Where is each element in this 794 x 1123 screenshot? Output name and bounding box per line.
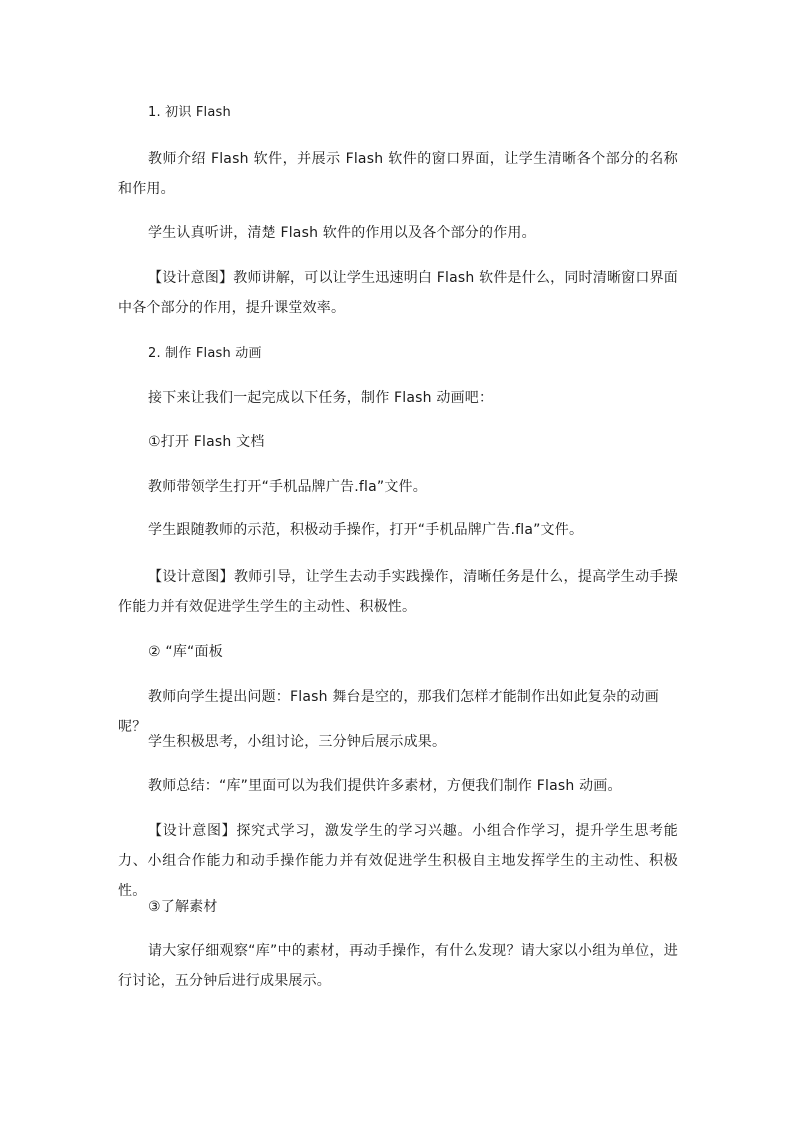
section-heading-1: 1. 初识 Flash (148, 105, 231, 120)
paragraph-2: 学生认真听讲，清楚 Flash 软件的作用以及各个部分的作用。 (148, 225, 536, 241)
design-intent-2: 【设计意图】教师引导，让学生去动手实践操作，清晰任务是什么，提高学生动手操作能力并有效促进学生学生的主动性、积极性。 (118, 569, 678, 615)
paragraph-4: 教师带领学生打开“手机品牌广告.fla”文件。 (148, 479, 427, 495)
step-heading-1: ①打开 Flash 文档 (148, 434, 265, 450)
step-heading-3: ③了解素材 (148, 899, 218, 915)
paragraph-8: 教师总结：“库”里面可以为我们提供许多素材，方便我们制作 Flash 动画。 (148, 778, 622, 794)
paragraph-1: 教师介绍 Flash 软件，并展示 Flash 软件的窗口界面，让学生清晰各个部分的名称和作用。 (118, 151, 678, 197)
paragraph-7: 学生积极思考，小组讨论，三分钟后展示成果。 (148, 734, 447, 750)
section-heading-2: 2. 制作 Flash 动画 (148, 346, 262, 361)
step-heading-2: ② “库“面板 (148, 644, 223, 660)
paragraph-3: 接下来让我们一起完成以下任务，制作 Flash 动画吧： (148, 390, 494, 406)
design-intent-1: 【设计意图】教师讲解，可以让学生迅速明白 Flash 软件是什么，同时清晰窗口界面中各个部分的作用，提升课堂效率。 (118, 270, 678, 316)
paragraph-6: 教师向学生提出问题：Flash 舞台是空的，那我们怎样才能制作出如此复杂的动画呢？ (118, 689, 659, 735)
design-intent-3: 【设计意图】探究式学习，激发学生的学习兴趣。小组合作学习，提升学生思考能力、小组合作能力和动手操作能力并有效促进学生积极自主地发挥学生的主动性、积极性。 (118, 823, 678, 899)
paragraph-5: 学生跟随教师的示范，积极动手操作，打开“手机品牌广告.fla”文件。 (148, 522, 584, 538)
paragraph-9: 请大家仔细观察“库”中的素材，再动手操作，有什么发现？请大家以小组为单位，进行讨论，五分钟后进行成果展示。 (118, 943, 678, 989)
